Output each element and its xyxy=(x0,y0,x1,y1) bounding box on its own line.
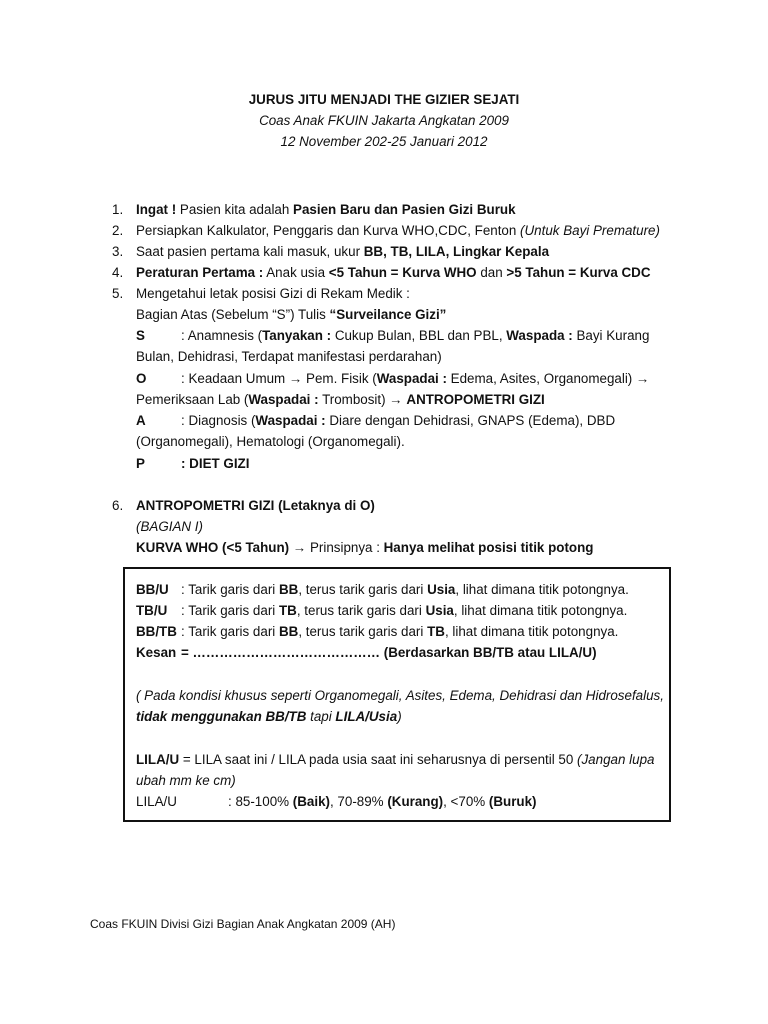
text-span: LILA/U xyxy=(136,752,180,767)
text-span: Peraturan Pertama : xyxy=(136,265,264,280)
text-span: Hanya melihat posisi titik potong xyxy=(383,540,594,555)
text-span: TB xyxy=(278,603,297,618)
text-span: Prinsipnya : xyxy=(306,540,384,555)
text-span: , terus tarik garis dari xyxy=(298,624,428,639)
text-span: Waspadai : xyxy=(255,413,326,428)
soap-a-row xyxy=(136,410,615,431)
text-span: (Baik) xyxy=(292,794,330,809)
text-span: Usia xyxy=(425,603,454,618)
list-number-3: 3. xyxy=(112,244,124,259)
text-span: Waspada : xyxy=(506,328,573,343)
text-span: BB xyxy=(278,582,299,597)
text-span: , terus tarik garis dari xyxy=(298,582,428,597)
box-note-line2 xyxy=(136,706,402,727)
list-item-3 xyxy=(136,241,549,262)
text-span: KURVA WHO (<5 Tahun) xyxy=(136,540,293,555)
text-span: : Tarik garis dari xyxy=(181,582,279,597)
text-span: Pemeriksaan Lab ( xyxy=(136,392,249,407)
box-lila-scale xyxy=(136,791,537,812)
text-span: , lihat dimana titik potongnya. xyxy=(444,624,619,639)
text-span: “Surveilance Gizi” xyxy=(329,307,447,322)
box-row-bbtb xyxy=(136,621,618,642)
text-span: : 85-100% xyxy=(228,794,293,809)
text-span: , <70% xyxy=(443,794,489,809)
box-key: LILA/U xyxy=(136,794,177,809)
text-span: LILA/Usia xyxy=(335,709,398,724)
soap-key: A xyxy=(136,413,146,428)
page-footer: Coas FKUIN Divisi Gizi Bagian Anak Angkatan 2009 (AH) xyxy=(90,917,396,931)
list-number-4: 4. xyxy=(112,265,124,280)
list-number-5: 5. xyxy=(112,286,124,301)
arrow-icon: → xyxy=(292,540,307,555)
text-span: Bayi Kurang xyxy=(572,328,650,343)
text-span: BB xyxy=(278,624,299,639)
text-span: Ingat ! xyxy=(136,202,177,217)
list-item-4 xyxy=(136,262,651,283)
list-number-6: 6. xyxy=(112,498,124,513)
text-span: TB xyxy=(427,624,445,639)
text-span: : Keadaan Umum xyxy=(181,371,289,386)
box-note-line1: ( Pada kondisi khusus seperti Organomegali, Asites, Edema, Dehidrasi dan Hidrosefalus, xyxy=(136,688,664,703)
box-row-tbu xyxy=(136,600,627,621)
soap-s-row xyxy=(136,325,649,346)
list-item-6-line3 xyxy=(136,537,593,558)
soap-a-line2: (Organomegali), Hematologi (Organomegali). xyxy=(136,434,405,449)
arrow-icon: → xyxy=(635,371,650,386)
text-span: , terus tarik garis dari xyxy=(296,603,426,618)
list-number-2: 2. xyxy=(112,223,124,238)
text-span: Pasien kita adalah xyxy=(176,202,294,217)
text-span: Bagian Atas (Sebelum “S”) Tulis xyxy=(136,307,330,322)
text-span: , lihat dimana titik potongnya. xyxy=(453,603,628,618)
soap-s-line2: Bulan, Dehidrasi, Terdapat manifestasi perdarahan) xyxy=(136,349,442,364)
text-span: , 70-89% xyxy=(329,794,388,809)
text-span: : Tarik garis dari xyxy=(181,603,279,618)
list-item-1 xyxy=(136,199,516,220)
page-dates: 12 November 202-25 Januari 2012 xyxy=(280,134,488,149)
text-span: (Untuk Bayi Premature) xyxy=(520,223,660,238)
text-span: (Jangan lupa xyxy=(577,752,655,767)
text-span: ) xyxy=(397,709,402,724)
text-span: Cukup Bulan, BBL dan PBL, xyxy=(331,328,507,343)
text-span: tidak menggunakan BB/TB xyxy=(136,709,307,724)
text-span: dan xyxy=(476,265,507,280)
text-span: Persiapkan Kalkulator, Penggaris dan Kurva WHO,CDC, Fenton xyxy=(136,223,521,238)
text-span: Anak usia xyxy=(263,265,329,280)
box-lila-line1 xyxy=(136,749,654,770)
text-span: Edema, Asites, Organomegali) xyxy=(446,371,636,386)
list-item-5-line2 xyxy=(136,304,446,325)
text-span: : DIET GIZI xyxy=(181,456,250,471)
arrow-icon: → xyxy=(288,371,303,386)
box-lila-line2: ubah mm ke cm) xyxy=(136,773,236,788)
text-span: Saat pasien pertama kali masuk, ukur xyxy=(136,244,364,259)
box-row-bbu xyxy=(136,579,629,600)
text-span: : Diagnosis ( xyxy=(181,413,256,428)
text-span: , lihat dimana titik potongnya. xyxy=(455,582,629,597)
box-key: BB/U xyxy=(136,582,169,597)
list-item-2 xyxy=(136,220,660,241)
text-span: (Kurang) xyxy=(387,794,444,809)
text-span: Waspadai : xyxy=(248,392,319,407)
soap-key: S xyxy=(136,328,145,343)
page-subtitle: Coas Anak FKUIN Jakarta Angkatan 2009 xyxy=(259,113,509,128)
soap-key: O xyxy=(136,371,147,386)
page-title: JURUS JITU MENJADI THE GIZIER SEJATI xyxy=(248,92,520,107)
text-span: Usia xyxy=(427,582,456,597)
text-span: = …………………………………… (Berdasarkan BB/TB atau LILA/U) xyxy=(181,645,597,660)
list-item-6-part: (BAGIAN I) xyxy=(136,519,203,534)
text-span: Diare dengan Dehidrasi, GNAPS (Edema), DBD xyxy=(325,413,616,428)
list-item-5-title: Mengetahui letak posisi Gizi di Rekam Medik : xyxy=(136,286,410,301)
text-span: <5 Tahun = Kurva WHO xyxy=(328,265,477,280)
text-span: : Anamnesis ( xyxy=(181,328,263,343)
soap-p-row xyxy=(136,453,249,474)
box-key: BB/TB xyxy=(136,624,177,639)
text-span: : Tarik garis dari xyxy=(181,624,279,639)
text-span: (Buruk) xyxy=(488,794,537,809)
box-key: Kesan xyxy=(136,645,177,660)
text-span: Waspadai : xyxy=(376,371,447,386)
text-span: = LILA saat ini / LILA pada usia saat ini seharusnya di persentil 50 xyxy=(179,752,578,767)
text-span: Pem. Fisik ( xyxy=(302,371,377,386)
text-span: BB, TB, LILA, Lingkar Kepala xyxy=(363,244,550,259)
text-span: >5 Tahun = Kurva CDC xyxy=(506,265,651,280)
text-span: Tanyakan : xyxy=(262,328,332,343)
arrow-icon: → xyxy=(389,392,403,407)
soap-o-line2 xyxy=(136,389,545,410)
list-item-6-title: ANTROPOMETRI GIZI (Letaknya di O) xyxy=(136,498,375,513)
box-row-kesan xyxy=(136,642,597,663)
list-number-1: 1. xyxy=(112,202,124,217)
soap-key: P xyxy=(136,456,145,471)
text-span: Pasien Baru dan Pasien Gizi Buruk xyxy=(293,202,516,217)
soap-o-row xyxy=(136,368,649,389)
text-span: ANTROPOMETRI GIZI xyxy=(406,392,545,407)
text-span: tapi xyxy=(306,709,336,724)
box-key: TB/U xyxy=(136,603,168,618)
text-span: Trombosit) xyxy=(318,392,390,407)
